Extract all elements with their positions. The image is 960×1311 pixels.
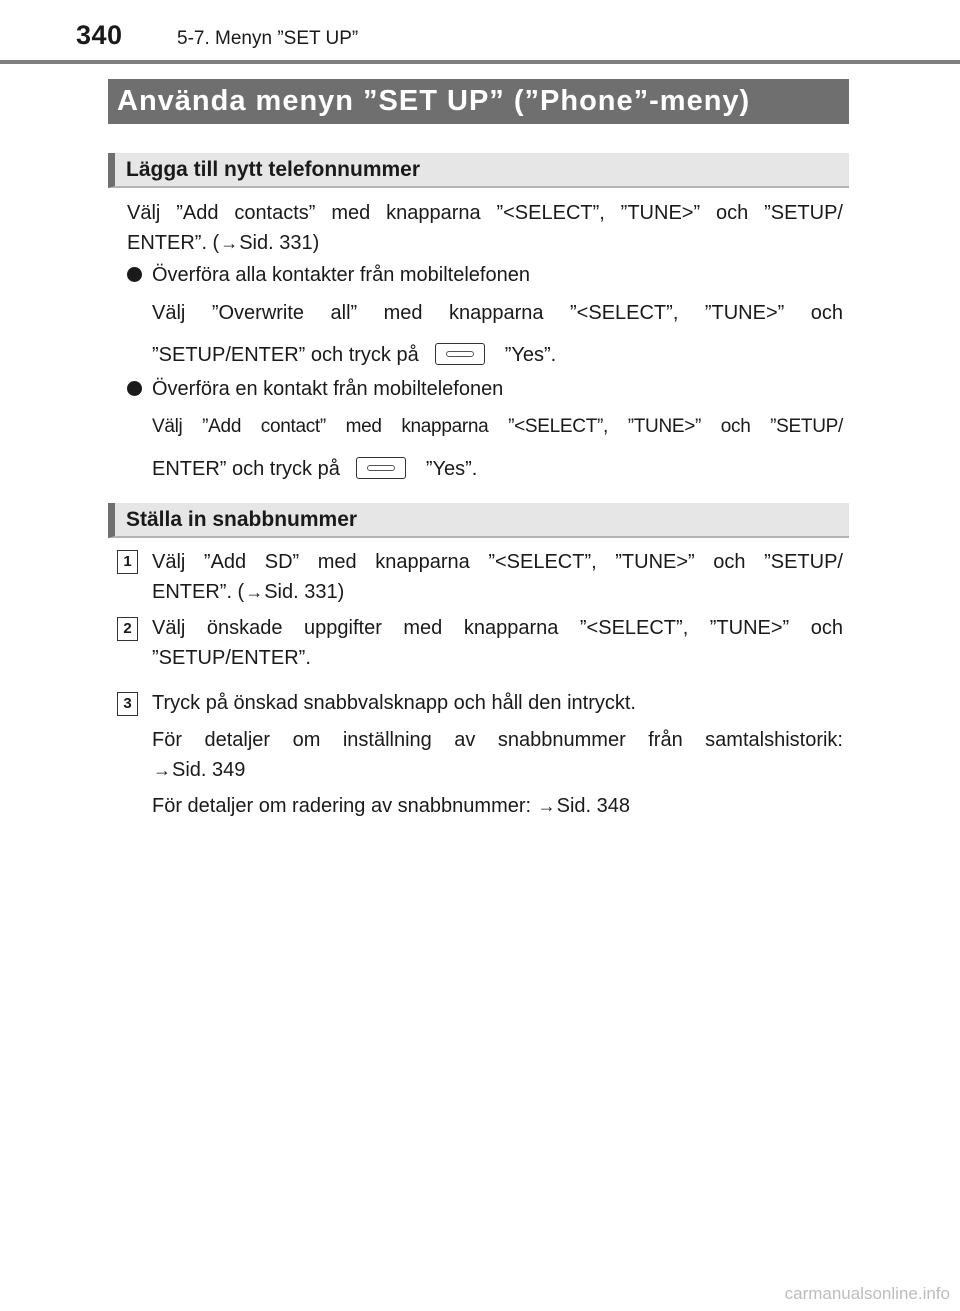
step-text-line: ”SETUP/ENTER”.	[152, 647, 311, 669]
page-reference[interactable]: Sid. 331)	[264, 581, 345, 603]
watermark: carmanualsonline.info	[784, 1284, 950, 1303]
step-text-line: ENTER”. (→Sid. 331)	[152, 577, 843, 607]
bullet-item: Överföra alla kontakter från mobiltelefonen	[127, 260, 530, 290]
bullet-dot-icon	[127, 381, 142, 396]
intro-line-2: ENTER”. (→Sid. 331)	[127, 228, 843, 258]
display-button-icon	[356, 457, 406, 479]
step-note-line: För detaljer om inställning av snabbnummer från samtalshistorik:	[152, 729, 843, 751]
step-text-line: Välj ”Add SD” med knapparna ”<SELECT”, ”TUNE>” och ”SETUP/	[152, 551, 843, 573]
intro-line-1: Välj ”Add contacts” med knapparna ”<SELECT”, ”TUNE>” och ”SETUP/	[127, 202, 843, 224]
section-heading-speed-dial: Ställa in snabbnummer	[108, 503, 849, 538]
page-reference[interactable]: Sid. 348	[556, 795, 631, 817]
page-number: 340	[76, 20, 123, 50]
bullet-text-line: Välj ”Add contact” med knapparna ”<SELECT”, ”TUNE>” och ”SETUP/	[152, 416, 843, 437]
arrow-right-icon: →	[220, 233, 239, 253]
step-text-line: Tryck på önskad snabbvalsknapp och håll den intryckt.	[152, 692, 636, 714]
bullet-text-line: Välj ”Overwrite all” med knapparna ”<SELECT”, ”TUNE>” och	[152, 302, 843, 324]
step-note-line	[152, 755, 843, 785]
page-reference[interactable]: Sid. 349	[172, 759, 246, 781]
bullet-dot-icon	[127, 267, 142, 282]
step-number-1: 1	[117, 550, 138, 574]
bullet-text-line: ENTER” och tryck på ”Yes”.	[152, 458, 478, 480]
step-number-2: 2	[117, 617, 138, 641]
page-reference[interactable]: Sid. 331)	[239, 232, 320, 254]
bullet-item: Överföra en kontakt från mobiltelefonen	[127, 374, 503, 404]
arrow-right-icon: →	[245, 582, 264, 602]
page-title: Använda menyn ”SET UP” (”Phone”-meny)	[108, 79, 849, 124]
arrow-right-icon: →	[537, 796, 556, 816]
running-header: 5-7. Menyn ”SET UP”	[177, 28, 359, 49]
step-note-line: För detaljer om radering av snabbnummer: →Sid. 348	[152, 791, 843, 821]
header-rule	[0, 60, 960, 64]
step-number-3: 3	[117, 692, 138, 716]
section-heading-add-number: Lägga till nytt telefonnummer	[108, 153, 849, 188]
bullet-text-line: ”SETUP/ENTER” och tryck på ”Yes”.	[152, 344, 557, 366]
step-text-line: Välj önskade uppgifter med knapparna ”<SELECT”, ”TUNE>” och	[152, 617, 843, 639]
display-button-icon	[435, 343, 485, 365]
arrow-right-icon: →	[153, 760, 171, 780]
